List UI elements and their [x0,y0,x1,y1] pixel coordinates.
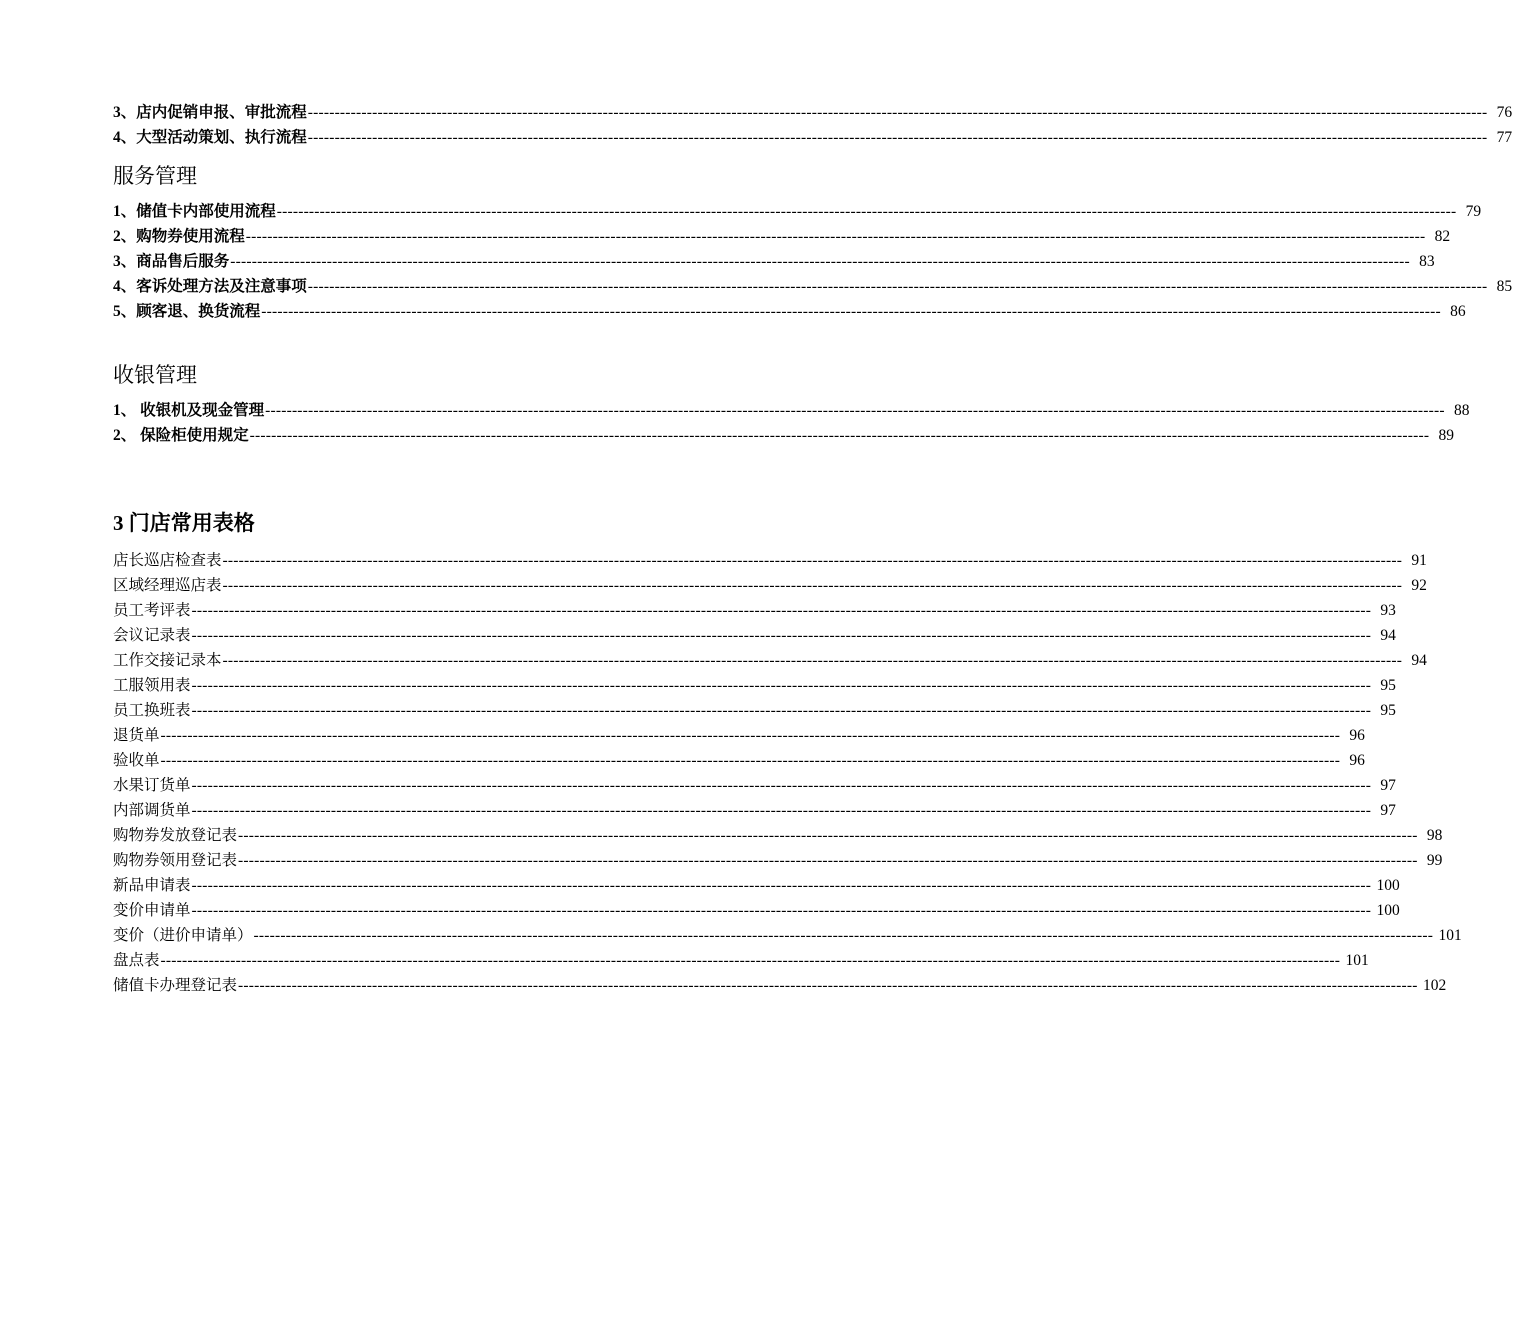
toc-entry-label: 4、大型活动策划、执行流程 [113,129,307,146]
toc-entry-label: 水果订货单 [113,777,191,794]
toc-entry-page: 101 [1438,927,1462,944]
dot-leader: ---------------------------------------------------------------------------------------------------------------------------------------------------------------------------------------------------------------------------- [238,827,1418,844]
toc-entry-page: 96 [1349,752,1365,769]
toc-entry[interactable] [113,250,1435,274]
toc-entry-label: 工作交接记录本 [113,652,222,669]
dot-leader: ---------------------------------------------------------------------------------------------------------------------------------------------------------------------------------------------------------------------------- [160,752,1341,769]
toc-entry-label: 内部调货单 [113,802,191,819]
toc-entry-label: 购物券发放登记表 [113,827,238,844]
dot-leader: ---------------------------------------------------------------------------------------------------------------------------------------------------------------------------------------------------------------------------- [191,802,1372,819]
toc-entry-page: 100 [1376,877,1400,894]
toc-entry[interactable] [113,424,1454,448]
toc-entry[interactable] [113,399,1470,423]
toc-entry-label: 5、顾客退、换货流程 [113,303,261,320]
toc-entry-label: 3、商品售后服务 [113,253,230,270]
dot-leader: ---------------------------------------------------------------------------------------------------------------------------------------------------------------------------------------------------------------------------- [222,577,1403,594]
toc-entry-page: 95 [1380,702,1396,719]
toc-entry[interactable] [113,126,1513,150]
toc-entry-label: 储值卡办理登记表 [113,977,238,994]
toc-entry-label: 退货单 [113,727,160,744]
toc-entry-page: 94 [1411,652,1427,669]
toc-entry[interactable] [113,699,1396,723]
dot-leader: ---------------------------------------------------------------------------------------------------------------------------------------------------------------------------------------------------------------------------- [222,552,1403,569]
toc-entry[interactable] [113,949,1369,973]
toc-entry-page: 89 [1438,427,1454,444]
dot-leader: ---------------------------------------------------------------------------------------------------------------------------------------------------------------------------------------------------------------------------- [191,902,1372,919]
toc-entry-label: 2、购物券使用流程 [113,228,245,245]
dot-leader: ---------------------------------------------------------------------------------------------------------------------------------------------------------------------------------------------------------------------------- [160,727,1341,744]
toc-entry[interactable] [113,225,1451,249]
toc-entry-page: 98 [1426,827,1443,844]
toc-entry[interactable] [113,774,1396,798]
dot-leader: ---------------------------------------------------------------------------------------------------------------------------------------------------------------------------------------------------------------------------- [191,702,1372,719]
toc-entry-page: 86 [1450,303,1466,320]
dot-leader: ---------------------------------------------------------------------------------------------------------------------------------------------------------------------------------------------------------------------------- [253,927,1434,944]
toc-entry-page: 93 [1380,602,1396,619]
dot-leader: ---------------------------------------------------------------------------------------------------------------------------------------------------------------------------------------------------------------------------- [249,427,1430,444]
toc-entry-page: 88 [1453,402,1470,419]
toc-entry-page: 102 [1422,977,1447,994]
toc-entry[interactable] [113,599,1396,623]
toc-entry-page: 99 [1426,852,1443,869]
toc-entry-label: 员工考评表 [113,602,191,619]
dot-leader: ---------------------------------------------------------------------------------------------------------------------------------------------------------------------------------------------------------------------------- [245,228,1426,245]
toc-entry-label: 区域经理巡店表 [113,577,222,594]
toc-entry-page: 83 [1419,253,1435,270]
toc-entry-page: 92 [1411,577,1427,594]
toc-entry-page: 77 [1496,129,1513,146]
dot-leader: ---------------------------------------------------------------------------------------------------------------------------------------------------------------------------------------------------------------------------- [230,253,1410,270]
toc-entry[interactable] [113,674,1396,698]
toc-entry[interactable] [113,849,1443,873]
toc-entry[interactable] [113,724,1365,748]
toc-entry-page: 79 [1465,203,1482,220]
dot-leader: ---------------------------------------------------------------------------------------------------------------------------------------------------------------------------------------------------------------------------- [222,652,1403,669]
toc-entry-label: 1、储值卡内部使用流程 [113,203,276,220]
toc-entry[interactable] [113,874,1400,898]
toc-entry[interactable] [113,824,1443,848]
dot-leader: ---------------------------------------------------------------------------------------------------------------------------------------------------------------------------------------------------------------------------- [276,203,1457,220]
section-heading-service: 服务管理 [113,164,197,188]
toc-entry-label: 验收单 [113,752,160,769]
dot-leader: ---------------------------------------------------------------------------------------------------------------------------------------------------------------------------------------------------------------------------- [191,777,1372,794]
toc-entry[interactable] [113,924,1462,948]
toc-entry-page: 96 [1349,727,1365,744]
toc-entry-page: 76 [1496,104,1513,121]
toc-entry[interactable] [113,549,1427,573]
dot-leader: ---------------------------------------------------------------------------------------------------------------------------------------------------------------------------------------------------------------------------- [265,402,1445,419]
toc-entry-page: 100 [1376,902,1400,919]
toc-entry-label: 会议记录表 [113,627,191,644]
toc-entry-label: 3、店内促销申报、审批流程 [113,104,307,121]
toc-entry-page: 82 [1434,228,1451,245]
toc-entry[interactable] [113,649,1427,673]
toc-entry[interactable] [113,624,1396,648]
toc-entry-page: 94 [1380,627,1396,644]
toc-entry-label: 1、 收银机及现金管理 [113,402,265,419]
toc-entry-page: 95 [1380,677,1396,694]
toc-entry-label: 变价（进价申请单） [113,927,253,944]
toc-entry[interactable] [113,899,1400,923]
toc-entry[interactable] [113,799,1396,823]
toc-entry-label: 变价申请单 [113,902,191,919]
toc-entry[interactable] [113,574,1427,598]
dot-leader: ---------------------------------------------------------------------------------------------------------------------------------------------------------------------------------------------------------------------------- [307,278,1488,295]
dot-leader: ---------------------------------------------------------------------------------------------------------------------------------------------------------------------------------------------------------------------------- [307,104,1488,121]
toc-entry[interactable] [113,749,1365,773]
dot-leader: ---------------------------------------------------------------------------------------------------------------------------------------------------------------------------------------------------------------------------- [191,677,1372,694]
dot-leader: ---------------------------------------------------------------------------------------------------------------------------------------------------------------------------------------------------------------------------- [307,129,1488,146]
dot-leader: ---------------------------------------------------------------------------------------------------------------------------------------------------------------------------------------------------------------------------- [191,602,1372,619]
section-heading-cashier: 收银管理 [113,363,197,387]
toc-entry-label: 盘点表 [113,952,160,969]
dot-leader: ---------------------------------------------------------------------------------------------------------------------------------------------------------------------------------------------------------------------------- [261,303,1441,320]
toc-entry-label: 4、客诉处理方法及注意事项 [113,278,307,295]
toc-entry-label: 购物券领用登记表 [113,852,238,869]
dot-leader: ---------------------------------------------------------------------------------------------------------------------------------------------------------------------------------------------------------------------------- [191,877,1372,894]
section-heading-forms: 3 门店常用表格 [113,511,255,535]
toc-entry-page: 85 [1496,278,1513,295]
toc-entry[interactable] [113,200,1482,224]
toc-entry-label: 员工换班表 [113,702,191,719]
toc-entry-page: 97 [1380,777,1396,794]
toc-entry-label: 店长巡店检查表 [113,552,222,569]
toc-entry[interactable] [113,275,1513,299]
toc-entry-label: 工服领用表 [113,677,191,694]
dot-leader: ---------------------------------------------------------------------------------------------------------------------------------------------------------------------------------------------------------------------------- [160,952,1341,969]
toc-entry-page: 91 [1411,552,1427,569]
dot-leader: ---------------------------------------------------------------------------------------------------------------------------------------------------------------------------------------------------------------------------- [191,627,1372,644]
dot-leader: ---------------------------------------------------------------------------------------------------------------------------------------------------------------------------------------------------------------------------- [238,852,1418,869]
toc-entry[interactable] [113,974,1447,998]
toc-entry-page: 101 [1345,952,1369,969]
toc-entry-label: 新品申请表 [113,877,191,894]
toc-entry-label: 2、 保险柜使用规定 [113,427,249,444]
dot-leader: ---------------------------------------------------------------------------------------------------------------------------------------------------------------------------------------------------------------------------- [238,977,1418,994]
toc-entry-page: 97 [1380,802,1396,819]
toc-entry[interactable] [113,101,1513,125]
toc-entry[interactable] [113,300,1466,324]
